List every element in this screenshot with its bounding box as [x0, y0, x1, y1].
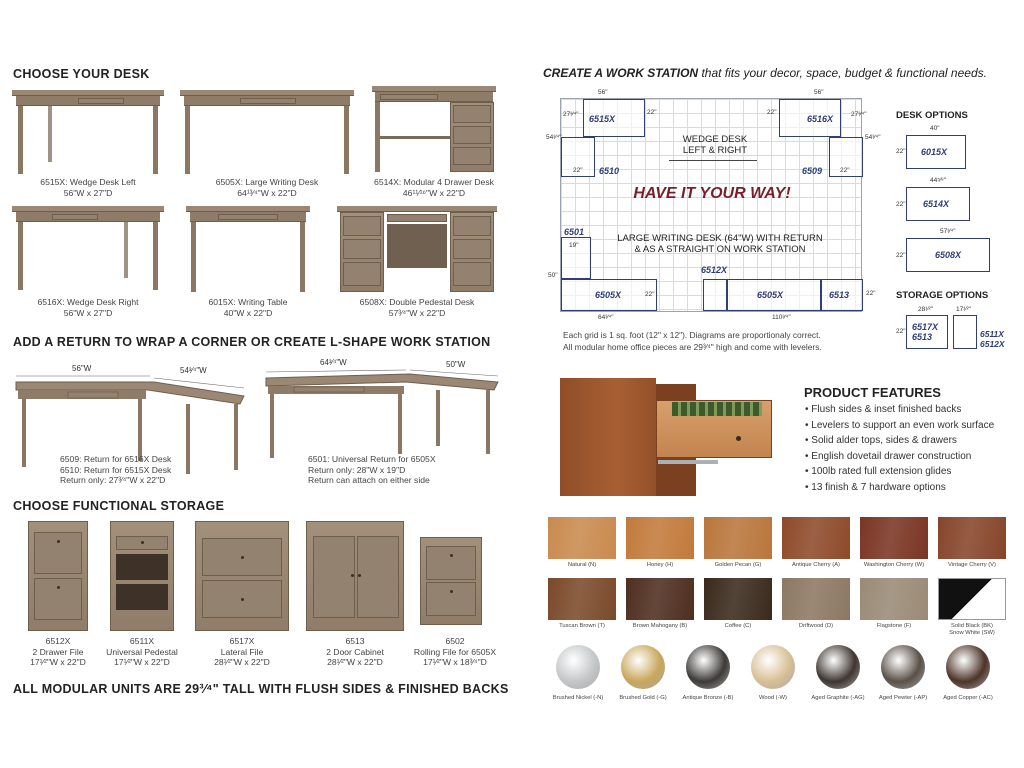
return-image-6501: [264, 358, 500, 485]
opt1-w: 40": [930, 125, 940, 132]
dim-22b: 22": [840, 167, 850, 174]
storage-title: CHOOSE FUNCTIONAL STORAGE: [13, 499, 225, 513]
workstation-title: [543, 66, 987, 80]
dim-27b: 27³⁄⁴": [851, 111, 867, 118]
desk-option-6514x: 6514X: [906, 187, 970, 221]
hardware-knob[interactable]: [686, 645, 730, 689]
features-title: PRODUCT FEATURES: [804, 385, 941, 400]
dim-64: 64³⁄⁴": [598, 314, 614, 321]
finish-swatch[interactable]: [626, 517, 694, 559]
opt2-d: 22": [896, 201, 906, 208]
return-image-6509-6510: [14, 364, 246, 485]
desk-options-title: DESK OPTIONS: [896, 110, 968, 121]
plan-label-6505x-left: 6505X: [595, 290, 622, 300]
desk-caption-6508x: 6508X: Double Pedestal Desk 57³⁄⁴"W x 22"D: [359, 297, 475, 318]
hardware-label: Aged Copper (-AC): [943, 695, 993, 701]
hardware-label: Aged Graphite (-AG): [811, 695, 865, 701]
plan-notes: Each grid is 1 sq. foot (12" x 12"). Diagrams are proportionaly correct. All modular home office pieces are 29³⁄⁴" high and come with levelers.: [563, 330, 822, 352]
features-list: [805, 402, 994, 495]
plan-label-6501: 6501: [564, 227, 585, 237]
storage-image-6517x: [195, 521, 289, 631]
return-b-dim2: 50"W: [446, 360, 466, 369]
dim-56b: 56": [814, 89, 824, 96]
hardware-knob[interactable]: [556, 645, 600, 689]
have-it-your-way: HAVE IT YOUR WAY!: [633, 185, 791, 202]
finish-label: Solid Black (BK): [951, 623, 993, 629]
finish-swatch[interactable]: [860, 578, 928, 620]
feature-item: • 13 finish & 7 hardware options: [805, 480, 994, 496]
dim-50: 50": [548, 272, 558, 279]
finish-swatch[interactable]: [782, 578, 850, 620]
dim-56a: 56": [598, 89, 608, 96]
hardware-knob[interactable]: [881, 645, 925, 689]
return-title: ADD A RETURN TO WRAP A CORNER OR CREATE L-SHAPE WORK STATION: [13, 335, 491, 349]
desk-caption-6015x: 6015X: Writing Table 40"W x 22"D: [208, 297, 288, 318]
finish-label: Brown Mahogany (B): [632, 623, 688, 629]
plan-large-label: LARGE WRITING DESK (64"W) WITH RETURN & AS A STRAIGHT ON WORK STATION: [617, 233, 823, 255]
feature-item: • Flush sides & inset finished backs: [805, 402, 994, 418]
footer-note: ALL MODULAR UNITS ARE 29³⁄⁴" TALL WITH FLUSH SIDES & FINISHED BACKS: [13, 682, 509, 696]
plan-label-6516x: 6516X: [807, 114, 834, 124]
opt3-w: 57³⁄⁴": [940, 228, 956, 235]
finish-label: Golden Pecan (G): [714, 562, 762, 568]
finish-label: Antique Cherry (A): [791, 562, 840, 568]
storage-image-6502: [420, 537, 482, 625]
desk-image-6015x: [186, 206, 310, 292]
hardware-knob[interactable]: [946, 645, 990, 689]
storage-option-6511x-6512x: [953, 315, 977, 349]
opt1-d: 22": [896, 148, 906, 155]
plan-piece-6512x: [703, 279, 727, 311]
workstation-title-rest: that fits your decor, space, budget & functional needs.: [698, 66, 987, 80]
feature-item: • English dovetail drawer construction: [805, 449, 994, 465]
return-b-dim1: 64³⁄⁴"W: [320, 358, 347, 367]
plan-arrow-line: [669, 160, 757, 161]
plan-label-6505x-right: 6505X: [757, 290, 784, 300]
drawer-photo: [560, 378, 772, 496]
finish-swatch[interactable]: [782, 517, 850, 559]
dim-22f: 22": [866, 290, 876, 297]
dim-19: 19": [569, 242, 579, 249]
finish-label: Washington Cherry (W): [863, 562, 925, 568]
finish-swatch[interactable]: [626, 578, 694, 620]
plan-label-6510: 6510: [599, 166, 620, 176]
return-a-dim1: 56"W: [72, 364, 92, 373]
finish-label: Tuscan Brown (T): [559, 623, 605, 629]
dim-22e: 22": [645, 291, 655, 298]
desk-image-6508x: [337, 206, 497, 292]
sopt-b-w: 17¹⁄²": [956, 306, 971, 313]
storage-caption-6502: 6502 Rolling File for 6505X 17¹⁄²"W x 18³⁄⁴"D: [413, 636, 497, 667]
dim-22c: 22": [647, 109, 657, 116]
storage-caption-6512x: 6512X 2 Drawer File 17¹⁄²"W x 22"D: [30, 636, 86, 667]
plan-label-6512x: 6512X: [701, 265, 728, 275]
feature-item: • Levelers to support an even work surface: [805, 418, 994, 434]
storage-caption-6511x: 6511X Universal Pedestal 17¹⁄²"W x 22"D: [106, 636, 178, 667]
sopt-a-w: 28¹⁄²": [918, 306, 933, 313]
finish-label-secondary: Snow White (SW): [949, 630, 995, 636]
hardware-label: Wood (-W): [759, 695, 787, 701]
desk-option-6508x: 6508X: [906, 238, 990, 272]
desk-caption-6515x: 6515X: Wedge Desk Left 56"W x 27"D: [40, 177, 136, 198]
choose-desk-title: CHOOSE YOUR DESK: [13, 67, 150, 81]
hardware-label: Antique Bronze (-B): [682, 695, 734, 701]
return-a-caption: 6509: Return for 6516X Desk 6510: Return for 6515X Desk Return only: 27³⁄⁴"W x 22"D: [60, 454, 172, 485]
storage-image-6511x: [110, 521, 174, 631]
hardware-label: Aged Pewter (-AP): [878, 695, 928, 701]
hardware-knob[interactable]: [621, 645, 665, 689]
storage-caption-6513: 6513 2 Door Cabinet 28¹⁄²"W x 22"D: [326, 636, 384, 667]
dim-110: 110³⁄⁴": [772, 314, 791, 321]
plan-label-6513: 6513: [829, 290, 850, 300]
desk-image-6514x: [372, 86, 496, 172]
desk-caption-6516x: 6516X: Wedge Desk Right 56"W x 27"D: [37, 297, 139, 318]
hardware-knob[interactable]: [816, 645, 860, 689]
workstation-title-em: CREATE A WORK STATION: [543, 66, 699, 80]
hardware-knob[interactable]: [751, 645, 795, 689]
feature-item: • 100lb rated full extension glides: [805, 464, 994, 480]
desk-image-6515x: [12, 90, 164, 174]
dim-54a: 54³⁄⁴": [546, 134, 562, 141]
return-a-dim2: 54³⁄⁴"W: [180, 366, 207, 375]
dim-22d: 22": [767, 109, 777, 116]
finish-label: Honey (H): [646, 562, 674, 568]
storage-options-title: STORAGE OPTIONS: [896, 290, 989, 301]
finish-label: Flagstone (F): [876, 623, 912, 629]
storage-option-b-labels: 6511X 6512X: [980, 329, 1005, 349]
finish-label: Vintage Cherry (V): [948, 562, 996, 568]
finish-label: Natural (N): [567, 562, 597, 568]
hardware-label: Brushed Nickel (-N): [552, 695, 604, 701]
finish-label: Coffee (C): [724, 623, 752, 629]
storage-caption-6517x: 6517X Lateral File 28¹⁄²"W x 22"D: [214, 636, 270, 667]
desk-caption-6514x: 6514X: Modular 4 Drawer Desk 46¹¹⁄¹⁶"W x 22"D: [374, 177, 494, 198]
feature-item: • Solid alder tops, sides & drawers: [805, 433, 994, 449]
dim-27a: 27³⁄⁴": [563, 111, 579, 118]
plan-wedge-label: WEDGE DESK LEFT & RIGHT: [682, 134, 748, 156]
dim-54b: 54³⁄⁴": [865, 134, 881, 141]
desk-image-6516x: [12, 206, 164, 290]
finish-swatch[interactable]: [860, 517, 928, 559]
opt2-w: 44⁵⁄⁸": [930, 177, 947, 184]
return-b-caption: 6501: Universal Return for 6505X Return only: 28"W x 19"D Return can attach on either side: [308, 454, 436, 485]
finish-label: Driftwood (D): [798, 623, 834, 629]
workstation-plan: [560, 98, 867, 312]
sopt-a-d: 22": [896, 328, 906, 335]
finish-swatch[interactable]: [938, 517, 1006, 559]
desk-caption-6505x: 6505X: Large Writing Desk 64¹³⁄⁴"W x 22"D: [215, 177, 319, 198]
storage-image-6512x: [28, 521, 88, 631]
storage-image-6513: [306, 521, 404, 631]
finish-swatch[interactable]: [938, 578, 1006, 620]
desk-option-6015x: 6015X: [906, 135, 966, 169]
finish-swatch[interactable]: [704, 578, 772, 620]
desk-image-6505x: [180, 90, 354, 174]
storage-option-6517x-6513: 6517X 6513: [906, 315, 948, 349]
opt3-d: 22": [896, 252, 906, 259]
hardware-label: Brushed Gold (-G): [619, 695, 667, 701]
finish-swatch[interactable]: [704, 517, 772, 559]
finish-swatch[interactable]: [548, 578, 616, 620]
dim-22a: 22": [573, 167, 583, 174]
plan-label-6515x: 6515X: [589, 114, 616, 124]
finish-swatch[interactable]: [548, 517, 616, 559]
plan-label-6509: 6509: [802, 166, 823, 176]
